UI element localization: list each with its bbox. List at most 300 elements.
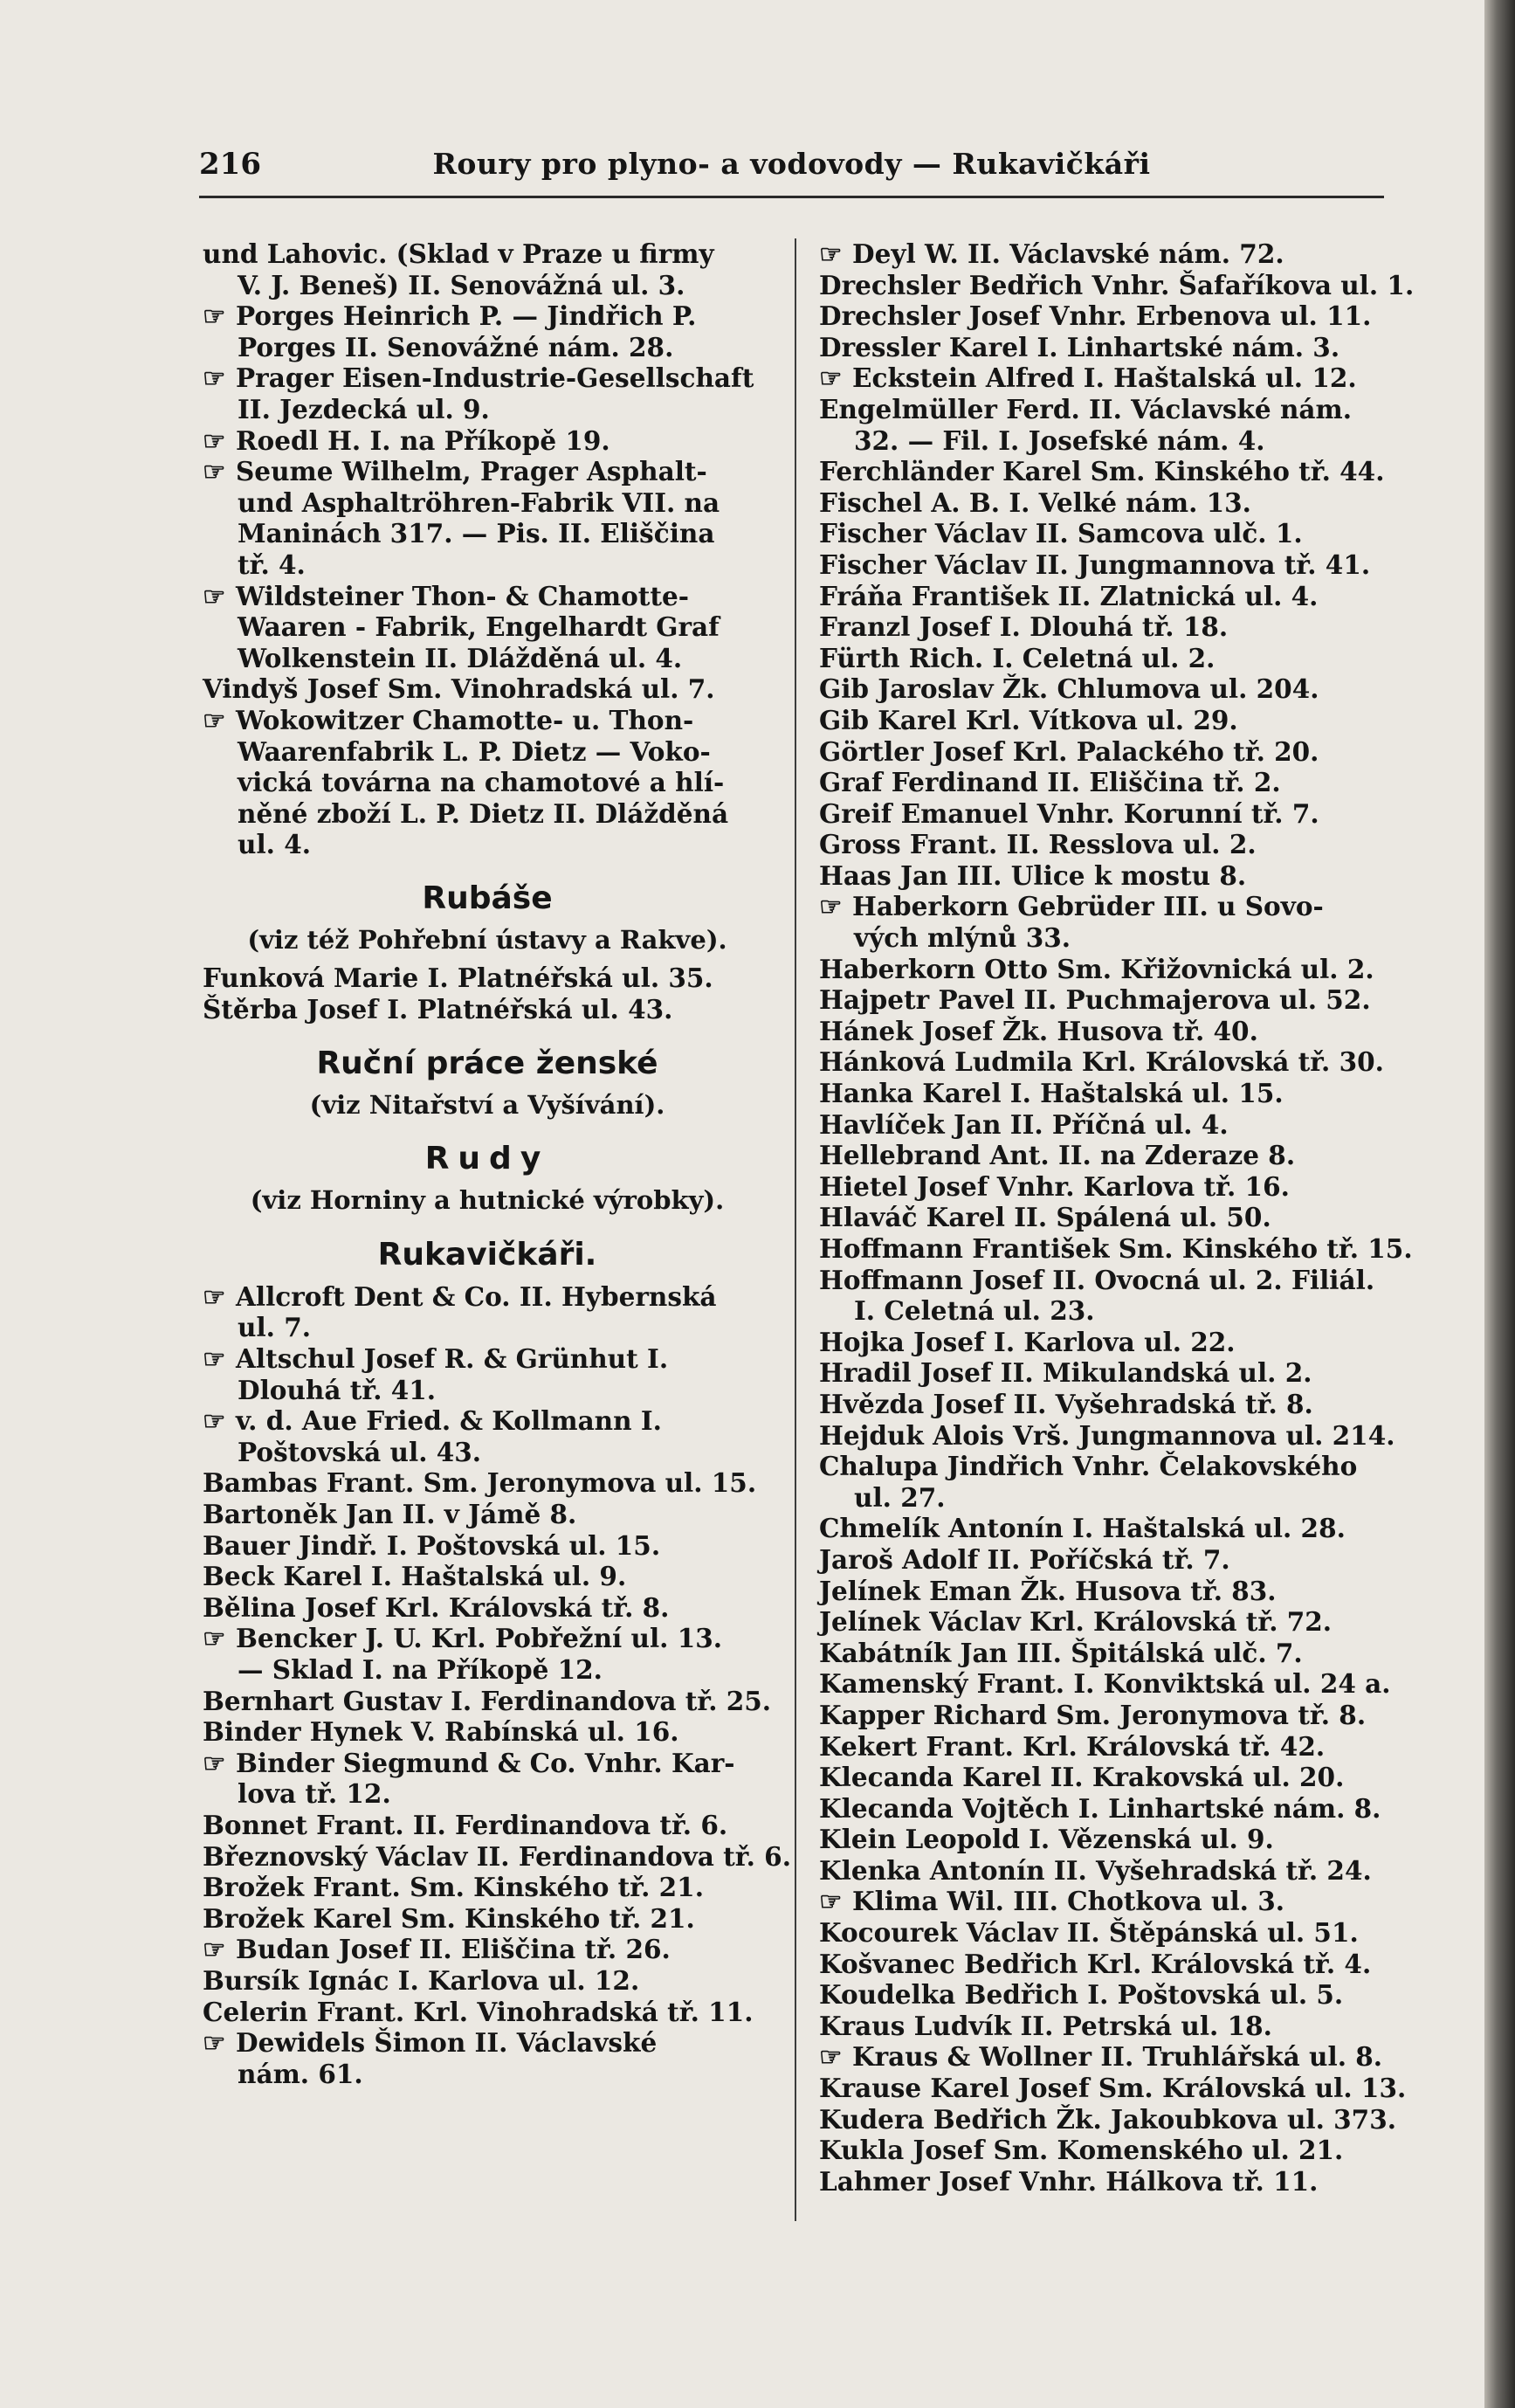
entry-text: Klecanda Vojtěch I. Linhartské nám. 8. bbox=[819, 1792, 1381, 1824]
entry-line bbox=[203, 1530, 772, 1562]
entry-text: Franzl Josef I. Dlouhá tř. 18. bbox=[819, 611, 1229, 643]
entry-line bbox=[819, 2166, 1395, 2198]
entry-text: Fráňa František II. Zlatnická ul. 4. bbox=[819, 580, 1319, 611]
right-column bbox=[819, 238, 1415, 2197]
entry-line bbox=[819, 705, 1395, 736]
entry-text: Funková Marie I. Platnéřská ul. 35. bbox=[203, 963, 713, 994]
directory-entry bbox=[203, 1592, 772, 1624]
entry-line bbox=[203, 1748, 772, 1779]
entry-line bbox=[819, 736, 1395, 768]
entry-text: Wokowitzer Chamotte- u. Thon- bbox=[236, 704, 694, 735]
directory-entry bbox=[819, 1109, 1395, 1141]
directory-entry bbox=[203, 300, 772, 362]
directory-entry bbox=[203, 1840, 791, 1873]
entry-line bbox=[203, 1312, 772, 1343]
entry-text: Hietel Josef Vnhr. Karlova tř. 16. bbox=[819, 1170, 1290, 1202]
entry-text: Hoffmann Josef II. Ovocná ul. 2. Filiál. bbox=[819, 1264, 1375, 1295]
entry-line bbox=[819, 456, 1395, 487]
entry-text: Kukla Josef Sm. Komenského ul. 21. bbox=[819, 2135, 1344, 2166]
directory-entry bbox=[819, 2041, 1395, 2073]
entry-line bbox=[203, 1872, 772, 1903]
section-title-rudy: Rudy bbox=[424, 1141, 550, 1177]
directory-entry bbox=[203, 1686, 772, 1717]
entry-line bbox=[819, 1700, 1395, 1731]
rukavickari-entries bbox=[203, 1280, 791, 2089]
directory-entry bbox=[819, 1917, 1395, 1949]
entry-line bbox=[819, 549, 1395, 581]
entry-text: Kraus Ludvík II. Petrská ul. 18. bbox=[819, 2010, 1272, 2041]
pointing-hand-icon: ☞ bbox=[203, 1934, 226, 1965]
entry-text: Hanka Karel I. Haštalská ul. 15. bbox=[819, 1078, 1284, 1109]
section-note-rucni-prace: (viz Nitařství a Vyšívání). bbox=[309, 1089, 665, 1120]
entry-text: Hellebrand Ant. II. na Zderaze 8. bbox=[819, 1140, 1296, 1171]
entry-text: Poštovská ul. 43. bbox=[238, 1436, 482, 1467]
entry-text: Vindyš Josef Sm. Vinohradská ul. 7. bbox=[203, 673, 715, 705]
right-entries bbox=[819, 238, 1415, 2197]
directory-entry bbox=[203, 581, 772, 674]
entry-line bbox=[819, 300, 1395, 332]
directory-entry bbox=[819, 549, 1395, 581]
directory-entry bbox=[819, 611, 1395, 643]
entry-line bbox=[203, 1592, 772, 1624]
entry-text: ul. 27. bbox=[854, 1481, 946, 1513]
entry-text: Klenka Antonín II. Vyšehradská tř. 24. bbox=[819, 1854, 1372, 1886]
entry-text: Hojka Josef I. Karlova ul. 22. bbox=[819, 1326, 1236, 1357]
entry-line bbox=[203, 332, 772, 363]
entry-line bbox=[819, 954, 1395, 985]
directory-entry bbox=[819, 673, 1395, 705]
entry-line bbox=[819, 1668, 1395, 1700]
entry-line bbox=[819, 1638, 1395, 1669]
entry-text: Beck Karel I. Haštalská ul. 9. bbox=[203, 1561, 627, 1592]
entry-line bbox=[203, 1623, 772, 1654]
directory-entry bbox=[203, 1499, 772, 1530]
entry-text: Waarenfabrik L. P. Dietz — Voko- bbox=[238, 735, 711, 767]
entry-text: Jaroš Adolf II. Poříčská tř. 7. bbox=[819, 1543, 1230, 1575]
entry-text: und Lahovic. (Sklad v Praze u firmy bbox=[203, 238, 714, 269]
directory-entry bbox=[203, 1934, 772, 1965]
entry-line bbox=[819, 425, 1395, 457]
directory-entry bbox=[819, 705, 1395, 736]
entry-text: Koudelka Bedřich I. Poštovská ul. 5. bbox=[819, 1979, 1344, 2011]
directory-entry bbox=[819, 394, 1395, 456]
entry-text: Bělina Josef Krl. Královská tř. 8. bbox=[203, 1591, 670, 1623]
entry-line bbox=[203, 456, 772, 487]
entry-text: Celerin Frant. Krl. Vinohradská tř. 11. bbox=[203, 1996, 754, 2027]
entry-text: ul. 4. bbox=[238, 829, 311, 860]
entry-text: V. J. Beneš) II. Senovážná ul. 3. bbox=[238, 269, 685, 300]
entry-text: Waaren - Fabrik, Engelhardt Graf bbox=[238, 611, 720, 643]
section-rubase bbox=[203, 880, 772, 1025]
directory-entry bbox=[203, 456, 772, 580]
directory-entry bbox=[819, 2135, 1395, 2166]
directory-entry bbox=[819, 1046, 1395, 1078]
entry-text: Gross Frant. II. Resslova ul. 2. bbox=[819, 829, 1257, 860]
entry-text: Prager Eisen-Industrie-Gesellschaft bbox=[236, 362, 754, 394]
entry-line bbox=[203, 362, 772, 394]
directory-entry bbox=[819, 954, 1395, 985]
entry-text: Allcroft Dent & Co. II. Hybernská bbox=[236, 1280, 717, 1312]
directory-entry bbox=[819, 2073, 1407, 2104]
entry-line bbox=[203, 1499, 772, 1530]
entry-text: Bauer Jindř. I. Poštovská ul. 15. bbox=[203, 1529, 661, 1561]
entry-text: Bonnet Frant. II. Ferdinandova tř. 6. bbox=[203, 1809, 728, 1840]
entry-line bbox=[819, 1140, 1395, 1171]
entry-line bbox=[819, 1886, 1395, 1917]
entry-line bbox=[203, 1934, 772, 1965]
directory-entry bbox=[819, 891, 1395, 953]
directory-entry bbox=[819, 1078, 1395, 1109]
entry-line bbox=[203, 1778, 772, 1810]
section-note-rudy: (viz Horniny a hutnické výrobky). bbox=[250, 1185, 725, 1216]
directory-entry bbox=[819, 518, 1395, 549]
directory-entry bbox=[203, 1467, 772, 1499]
entry-line bbox=[203, 994, 772, 1025]
directory-entry bbox=[203, 705, 772, 860]
directory-entry bbox=[819, 238, 1395, 270]
directory-entry bbox=[203, 1623, 772, 1685]
page-header bbox=[199, 143, 1384, 198]
entry-text: Kapper Richard Sm. Jeronymova tř. 8. bbox=[819, 1699, 1367, 1730]
directory-entry bbox=[819, 798, 1395, 830]
directory-entry bbox=[203, 1810, 772, 1841]
directory-entry bbox=[203, 1872, 772, 1903]
entry-line bbox=[819, 643, 1395, 674]
entry-line bbox=[203, 1437, 772, 1468]
entry-text: Kekert Frant. Krl. Královská tř. 42. bbox=[819, 1730, 1326, 1762]
entry-text: Engelmüller Ferd. II. Václavské nám. bbox=[819, 393, 1352, 424]
directory-entry bbox=[203, 1748, 772, 1810]
entry-line bbox=[819, 1389, 1395, 1420]
entry-text: Ferchländer Karel Sm. Kinského tř. 44. bbox=[819, 456, 1385, 487]
entry-line bbox=[203, 394, 772, 425]
entry-text: nám. 61. bbox=[238, 2058, 363, 2089]
directory-entry bbox=[819, 1171, 1395, 1203]
entry-text: Hlaváč Karel II. Spálená ul. 50. bbox=[819, 1202, 1271, 1233]
entry-text: Porges Heinrich P. — Jindřich P. bbox=[236, 300, 697, 332]
entry-line bbox=[819, 1327, 1395, 1358]
entry-text: Kudera Bedřich Žk. Jakoubkova ul. 373. bbox=[819, 2103, 1396, 2135]
entry-line bbox=[203, 1467, 772, 1499]
entry-text: Jelínek Václav Krl. Královská tř. 72. bbox=[819, 1606, 1333, 1638]
entry-text: tř. 4. bbox=[238, 549, 306, 580]
directory-entry bbox=[203, 1281, 772, 1343]
entry-text: Bencker J. U. Krl. Pobřežní ul. 13. bbox=[236, 1623, 723, 1654]
entry-text: Kabátník Jan III. Špitálská ulč. 7. bbox=[819, 1637, 1303, 1668]
entry-line bbox=[203, 2027, 772, 2059]
directory-entry bbox=[819, 767, 1395, 798]
section-rucni-prace bbox=[203, 1045, 772, 1121]
entry-line bbox=[819, 1544, 1395, 1576]
entry-text: Görtler Josef Krl. Palackého tř. 20. bbox=[819, 735, 1319, 767]
entry-line bbox=[819, 1016, 1395, 1047]
entry-text: Hajpetr Pavel II. Puchmajerova ul. 52. bbox=[819, 984, 1371, 1016]
entry-text: Březnovský Václav II. Ferdinandova tř. 6. bbox=[203, 1840, 791, 1872]
section-title-rukavickari: Rukavičkáři. bbox=[377, 1236, 597, 1273]
entry-line bbox=[203, 270, 772, 301]
entry-text: Wolkenstein II. Dlážděná ul. 4. bbox=[238, 642, 683, 673]
directory-entry bbox=[203, 362, 772, 424]
entry-text: lova tř. 12. bbox=[238, 1778, 391, 1810]
pointing-hand-icon: ☞ bbox=[203, 1747, 226, 1778]
entry-line bbox=[203, 300, 772, 332]
directory-entry bbox=[819, 1140, 1395, 1171]
directory-entry bbox=[203, 1997, 772, 2028]
entry-text: Binder Siegmund & Co. Vnhr. Kar- bbox=[236, 1747, 735, 1778]
entry-text: Haberkorn Otto Sm. Křižovnická ul. 2. bbox=[819, 953, 1374, 984]
entry-text: Drechsler Bedřich Vnhr. Šafaříkova ul. 1. bbox=[819, 269, 1415, 300]
entry-line bbox=[203, 829, 772, 860]
entry-text: Kamenský Frant. I. Konviktská ul. 24 a. bbox=[819, 1668, 1391, 1700]
entry-text: Kocourek Václav II. Štěpánská ul. 51. bbox=[819, 1917, 1359, 1949]
section-rudy bbox=[203, 1140, 772, 1217]
page-edge-shadow bbox=[1484, 0, 1515, 2408]
pointing-hand-icon: ☞ bbox=[203, 362, 226, 394]
entry-line bbox=[203, 238, 772, 270]
entry-line bbox=[819, 1855, 1395, 1887]
entry-text: Hánková Ludmila Krl. Královská tř. 30. bbox=[819, 1046, 1384, 1078]
entry-text: Hejduk Alois Vrš. Jungmannova ul. 214. bbox=[819, 1419, 1395, 1451]
entry-text: II. Jezdecká ul. 9. bbox=[238, 393, 490, 424]
entry-text: Gib Jaroslav Žk. Chlumova ul. 204. bbox=[819, 673, 1319, 705]
directory-entry bbox=[819, 1451, 1395, 1513]
entry-text: Seume Wilhelm, Prager Asphalt- bbox=[236, 456, 707, 487]
pointing-hand-icon: ☞ bbox=[203, 1623, 226, 1654]
directory-entry bbox=[819, 1576, 1395, 1607]
entry-text: Dlouhá tř. 41. bbox=[238, 1374, 437, 1405]
directory-entry bbox=[819, 581, 1395, 612]
entry-line bbox=[819, 1295, 1395, 1327]
directory-entry bbox=[819, 1762, 1395, 1793]
entry-line bbox=[819, 1078, 1395, 1109]
directory-entry bbox=[819, 1793, 1395, 1825]
directory-entry bbox=[819, 1420, 1395, 1452]
entry-line bbox=[819, 487, 1395, 519]
directory-entry bbox=[819, 1389, 1395, 1420]
directory-entry bbox=[203, 425, 772, 457]
entry-line bbox=[203, 798, 772, 830]
entry-line bbox=[203, 487, 772, 519]
entry-line bbox=[203, 1405, 772, 1437]
pointing-hand-icon: ☞ bbox=[203, 424, 226, 456]
directory-entry bbox=[819, 736, 1395, 768]
entry-text: vická továrna na chamotové a hlí- bbox=[238, 767, 725, 798]
entry-line bbox=[819, 1979, 1395, 2011]
pointing-hand-icon: ☞ bbox=[203, 704, 226, 735]
entry-text: Klecanda Karel II. Krakovská ul. 20. bbox=[819, 1762, 1345, 1793]
entry-line bbox=[819, 891, 1395, 922]
entry-text: Maninách 317. — Pis. II. Eliščina bbox=[238, 518, 715, 549]
entry-line bbox=[819, 2073, 1407, 2104]
entry-line bbox=[203, 643, 772, 674]
entry-text: Binder Hynek V. Rabínská ul. 16. bbox=[203, 1716, 679, 1748]
directory-entry bbox=[819, 300, 1395, 332]
entry-line bbox=[819, 362, 1395, 394]
entry-text: Krause Karel Josef Sm. Královská ul. 13. bbox=[819, 2073, 1407, 2104]
entry-text: Fürth Rich. I. Celetná ul. 2. bbox=[819, 642, 1215, 673]
entry-text: Haas Jan III. Ulice k mostu 8. bbox=[819, 859, 1247, 891]
entry-line bbox=[819, 269, 1415, 301]
entry-text: Eckstein Alfred I. Haštalská ul. 12. bbox=[852, 362, 1357, 394]
entry-line bbox=[819, 581, 1395, 612]
entry-text: Hradil Josef II. Mikulandská ul. 2. bbox=[819, 1357, 1312, 1389]
directory-entry bbox=[819, 456, 1395, 487]
directory-entry bbox=[819, 1233, 1413, 1265]
entry-line bbox=[819, 1824, 1395, 1855]
directory-entry bbox=[819, 643, 1395, 674]
section-rukavickari bbox=[203, 1236, 791, 2089]
entry-line bbox=[819, 1357, 1395, 1389]
left-column bbox=[203, 238, 791, 2089]
section-title-rucni-prace: Ruční práce ženské bbox=[316, 1045, 658, 1081]
entry-line bbox=[819, 1482, 1395, 1514]
entry-line bbox=[819, 1793, 1395, 1825]
entry-line bbox=[203, 1654, 772, 1686]
entry-text: Lahmer Josef Vnhr. Hálkova tř. 11. bbox=[819, 2165, 1319, 2197]
entry-line bbox=[819, 1420, 1395, 1452]
entry-text: Klima Wil. III. Chotkova ul. 3. bbox=[852, 1886, 1285, 1917]
entry-line bbox=[203, 1686, 772, 1717]
entry-text: v. d. Aue Fried. & Kollmann I. bbox=[236, 1405, 662, 1437]
pointing-hand-icon: ☞ bbox=[203, 580, 226, 611]
pointing-hand-icon: ☞ bbox=[819, 2041, 843, 2073]
directory-entry bbox=[819, 332, 1395, 363]
entry-line bbox=[203, 611, 772, 643]
entry-line bbox=[203, 1561, 772, 1592]
entry-line bbox=[203, 2059, 772, 2090]
directory-entry bbox=[203, 1405, 772, 1467]
entry-text: — Sklad I. na Příkopě 12. bbox=[238, 1653, 603, 1685]
entry-text: Kraus & Wollner II. Truhlářská ul. 8. bbox=[852, 2041, 1383, 2073]
entry-text: Košvanec Bedřich Krl. Královská tř. 4. bbox=[819, 1948, 1372, 1979]
entry-text: Drechsler Josef Vnhr. Erbenova ul. 11. bbox=[819, 300, 1372, 332]
entry-line bbox=[203, 1375, 772, 1406]
directory-entry bbox=[819, 1638, 1395, 1669]
directory-entry bbox=[819, 1016, 1395, 1047]
pointing-hand-icon: ☞ bbox=[203, 1343, 226, 1375]
entry-line bbox=[819, 2011, 1395, 2042]
entry-text: Hánek Josef Žk. Husova tř. 40. bbox=[819, 1015, 1258, 1046]
directory-entry bbox=[819, 1544, 1395, 1576]
pointing-hand-icon: ☞ bbox=[203, 1405, 226, 1437]
pointing-hand-icon: ☞ bbox=[819, 891, 843, 922]
entry-text: Brožek Karel Sm. Kinského tř. 21. bbox=[203, 1902, 695, 1934]
directory-entry bbox=[819, 362, 1395, 394]
directory-entry bbox=[203, 2027, 772, 2089]
entry-text: Dressler Karel I. Linhartské nám. 3. bbox=[819, 331, 1340, 362]
entry-line bbox=[819, 2104, 1395, 2135]
entry-line bbox=[203, 767, 772, 798]
entry-text: něné zboží L. P. Dietz II. Dlážděná bbox=[238, 797, 729, 829]
entry-text: 32. — Fil. I. Josefské nám. 4. bbox=[854, 424, 1265, 456]
directory-entry bbox=[819, 269, 1415, 301]
directory-entry bbox=[203, 673, 772, 705]
entry-text: Chalupa Jindřich Vnhr. Čelakovského bbox=[819, 1451, 1358, 1482]
entry-line bbox=[819, 518, 1395, 549]
directory-entry bbox=[819, 1731, 1395, 1763]
entry-text: Bursík Ignác I. Karlova ul. 12. bbox=[203, 1964, 640, 1996]
pointing-hand-icon: ☞ bbox=[203, 2027, 226, 2059]
directory-entry bbox=[203, 1530, 772, 1562]
directory-entry bbox=[819, 1886, 1395, 1917]
entry-text: Havlíček Jan II. Příčná ul. 4. bbox=[819, 1108, 1229, 1140]
entry-text: Bartoněk Jan II. v Jámě 8. bbox=[203, 1499, 577, 1529]
entry-line bbox=[819, 1917, 1395, 1949]
directory-entry bbox=[819, 1513, 1395, 1544]
entry-text: Hoffmann František Sm. Kinského tř. 15. bbox=[819, 1233, 1413, 1264]
pointing-hand-icon: ☞ bbox=[819, 362, 843, 394]
entry-line bbox=[819, 922, 1395, 954]
rubase-entries bbox=[203, 963, 772, 1025]
entry-text: Wildsteiner Thon- & Chamotte- bbox=[236, 580, 690, 611]
directory-entry bbox=[819, 1265, 1395, 1327]
entry-line bbox=[203, 581, 772, 612]
directory-entry bbox=[819, 1202, 1395, 1233]
entry-line bbox=[203, 425, 772, 457]
entry-line bbox=[819, 798, 1395, 830]
pointing-hand-icon: ☞ bbox=[819, 238, 843, 269]
entry-line bbox=[203, 549, 772, 581]
entry-text: I. Celetná ul. 23. bbox=[854, 1295, 1095, 1327]
directory-entry bbox=[819, 1949, 1395, 1980]
directory-entry bbox=[203, 1965, 772, 1997]
entry-text: ul. 7. bbox=[238, 1312, 311, 1343]
entry-text: Graf Ferdinand II. Eliščina tř. 2. bbox=[819, 767, 1281, 798]
directory-entry bbox=[819, 2166, 1395, 2198]
directory-entry bbox=[203, 1343, 772, 1405]
directory-entry bbox=[819, 487, 1395, 519]
entry-line bbox=[819, 767, 1395, 798]
directory-entry bbox=[819, 829, 1395, 860]
pointing-hand-icon: ☞ bbox=[203, 1280, 226, 1312]
entry-text: Hvězda Josef II. Vyšehradská tř. 8. bbox=[819, 1388, 1313, 1419]
entry-line bbox=[203, 1281, 772, 1313]
entry-line bbox=[203, 1716, 772, 1748]
entry-line bbox=[819, 611, 1395, 643]
entry-text: Bernhart Gustav I. Ferdinandova tř. 25. bbox=[203, 1685, 772, 1716]
directory-entry bbox=[819, 1979, 1395, 2011]
entry-line bbox=[819, 238, 1395, 270]
entry-text: und Asphaltröhren-Fabrik VII. na bbox=[238, 486, 720, 518]
entry-line bbox=[819, 1731, 1395, 1763]
entry-text: Dewidels Šimon II. Václavské bbox=[236, 2027, 658, 2059]
entry-line bbox=[819, 1606, 1395, 1638]
directory-entry bbox=[819, 1327, 1395, 1358]
entry-line bbox=[819, 1576, 1395, 1607]
entry-line bbox=[819, 984, 1395, 1016]
entry-text: Porges II. Senovážné nám. 28. bbox=[238, 331, 674, 362]
directory-entry bbox=[819, 860, 1395, 892]
entry-line bbox=[819, 673, 1395, 705]
entry-line bbox=[819, 1046, 1395, 1078]
section-note-rubase: (viz též Pohřební ústavy a Rakve). bbox=[247, 924, 727, 955]
directory-entry bbox=[203, 994, 772, 1025]
running-head: Roury pro plyno- a vodovody — Rukavičkáři bbox=[432, 147, 1151, 181]
pointing-hand-icon: ☞ bbox=[203, 456, 226, 487]
entry-text: Haberkorn Gebrüder III. u Sovo- bbox=[852, 891, 1324, 922]
directory-entry bbox=[819, 1855, 1395, 1887]
entry-text: Budan Josef II. Eliščina tř. 26. bbox=[236, 1934, 671, 1965]
entry-line bbox=[819, 1762, 1395, 1793]
entry-line bbox=[819, 2041, 1395, 2073]
directory-entry bbox=[819, 1357, 1395, 1389]
pointing-hand-icon: ☞ bbox=[819, 1886, 843, 1917]
directory-entry bbox=[819, 2011, 1395, 2042]
entry-line bbox=[203, 1343, 772, 1375]
entry-line bbox=[203, 1903, 772, 1935]
entry-text: Fischer Václav II. Samcova ulč. 1. bbox=[819, 518, 1303, 549]
entry-line bbox=[203, 673, 772, 705]
